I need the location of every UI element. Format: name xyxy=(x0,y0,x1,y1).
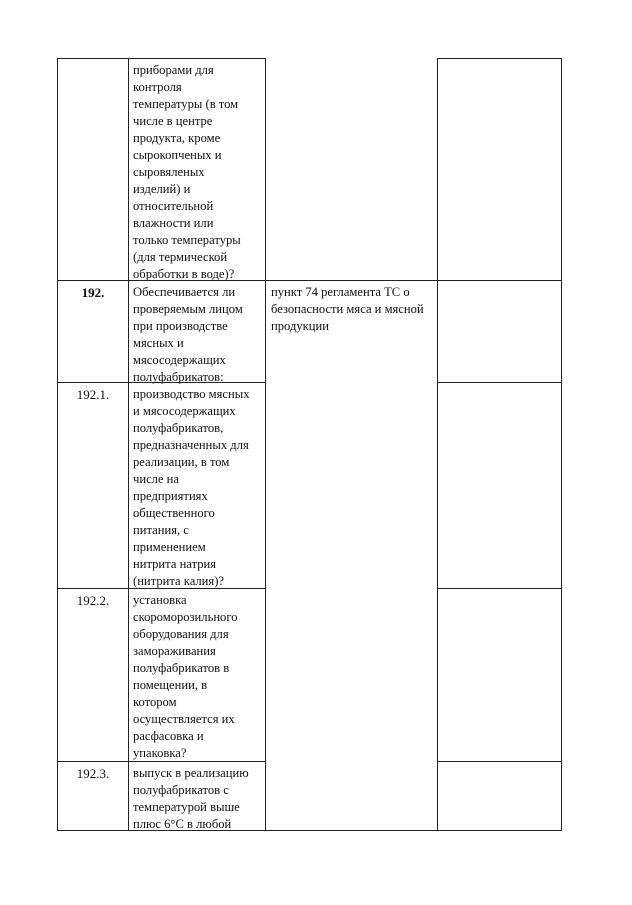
row-question-192: Обеспечивается ли проверяемым лицом при производстве мясных и мясосодержащих полуфабрикатов: xyxy=(133,285,243,384)
table-border-col3 xyxy=(437,58,438,831)
table-border-col2 xyxy=(265,58,266,831)
row-question-192-2: установка скороморозильного оборудования для замораживания полуфабрикатов в помещении, в котором осуществляется их расфасовка и упаковка? xyxy=(133,593,238,760)
row-divider-192-2-right xyxy=(437,588,562,589)
row-divider-192-3-right xyxy=(437,761,562,762)
table-border-top-right xyxy=(437,58,562,59)
row-divider-192-1-right xyxy=(437,382,562,383)
row-number-192-1: 192.1. xyxy=(76,387,110,402)
row-question-192-3: выпуск в реализацию полуфабрикатов с температурой выше плюс 6°С в любой xyxy=(133,766,249,831)
row-number-192-2: 192.2. xyxy=(76,593,110,608)
row-question-192-1: производство мясных и мясосодержащих полуфабрикатов, предназначенных для реализации, в том числе на предприятиях общественного питания, с применением нитрита натрия (нитрита калия)? xyxy=(133,387,250,588)
table-border-left xyxy=(57,58,58,831)
table-border-right xyxy=(561,58,562,831)
table-border-top xyxy=(57,58,265,59)
row-question-continuation: приборами для контроля температуры (в том числе в центре продукта, кроме сырокопченых и сыровяленых изделий) и относительной влажности или только температуры (для термической обработки в воде)? xyxy=(133,63,241,281)
row-number-192: 192. xyxy=(81,285,105,300)
row-reference-192: пункт 74 регламента ТС о безопасности мяса и мясной продукции xyxy=(271,285,424,333)
table-border-col1 xyxy=(128,58,129,831)
row-number-192-3: 192.3. xyxy=(76,766,110,781)
